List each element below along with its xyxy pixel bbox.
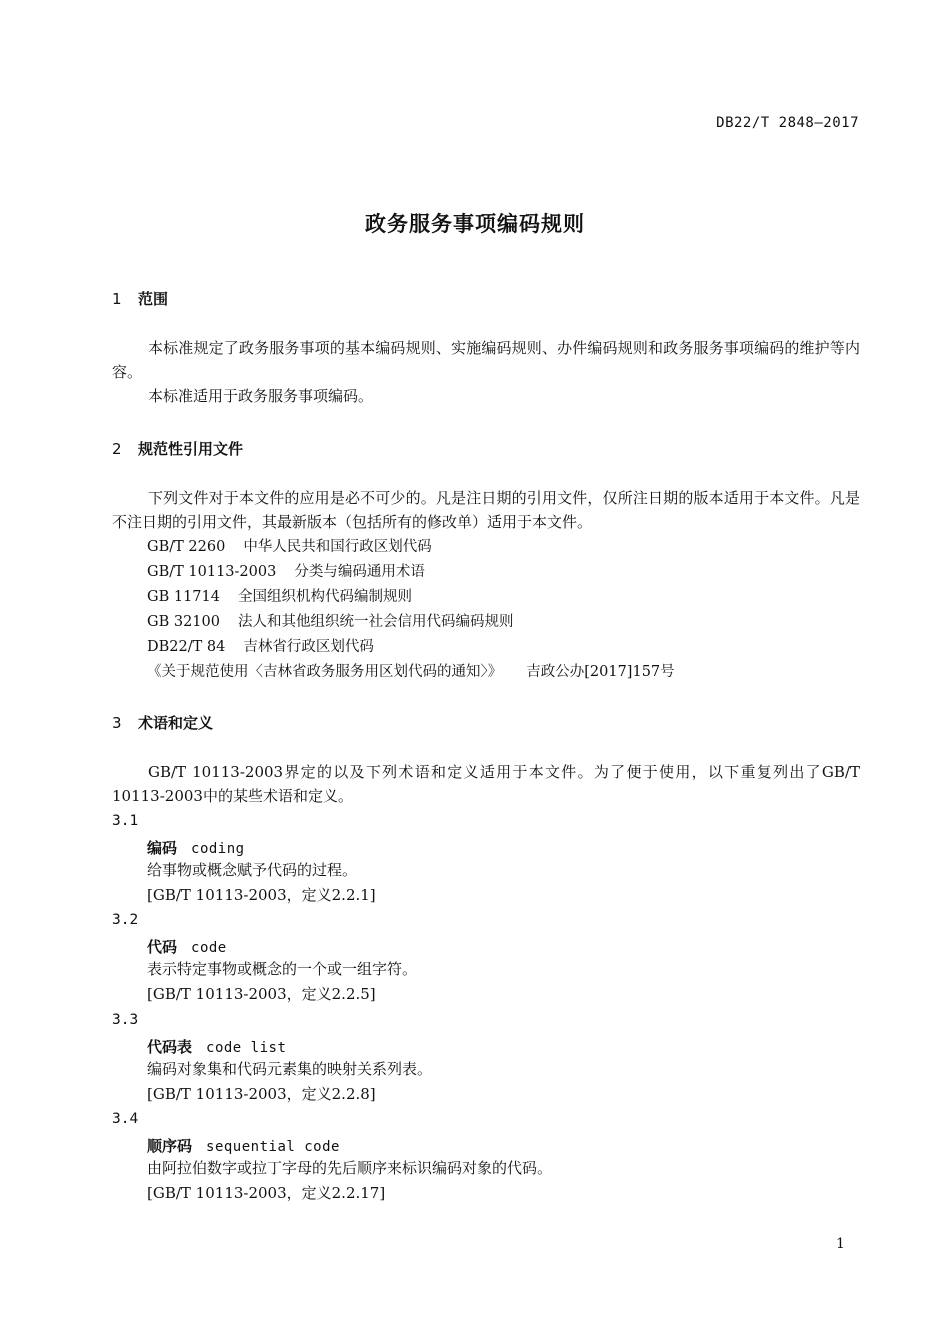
term-definition: 给事物或概念赋予代码的过程。 xyxy=(147,861,358,879)
reference-name: 吉政公办[2017]157号 xyxy=(526,664,675,680)
section-title: 术语和定义 xyxy=(138,714,214,732)
section-2-heading xyxy=(112,438,243,459)
reference-name: 法人和其他组织统一社会信用代码编码规则 xyxy=(237,614,514,630)
section-3-paragraph-1: GB/T 10113-2003界定的以及下列术语和定义适用于本文件。为了便于使用，以下重复列出了GB/T 10113-2003中的某些术语和定义。 xyxy=(112,763,860,805)
reference-item xyxy=(147,610,513,634)
term-chinese: 编码 xyxy=(147,839,178,857)
reference-name: 吉林省行政区划代码 xyxy=(243,639,374,655)
reference-item xyxy=(147,535,432,559)
term-number: 3.2 xyxy=(112,912,139,928)
reference-item xyxy=(147,560,425,584)
reference-code: GB 32100 xyxy=(147,614,220,630)
reference-name: 分类与编码通用术语 xyxy=(294,564,425,580)
section-number: 1 xyxy=(112,290,122,308)
term-heading xyxy=(147,1135,340,1156)
reference-item xyxy=(147,635,374,659)
term-source: [GB/T 10113-2003，定义2.2.1] xyxy=(147,886,376,904)
section-1-paragraph-1: 本标准规定了政务服务事项的基本编码规则、实施编码规则、办件编码规则和政务服务事项编码的维护等内容。 xyxy=(112,339,860,381)
term-definition: 由阿拉伯数字或拉丁字母的先后顺序来标识编码对象的代码。 xyxy=(147,1159,553,1177)
document-title: 政务服务事项编码规则 xyxy=(365,212,585,236)
section-2-paragraph-1: 下列文件对于本文件的应用是必不可少的。凡是注日期的引用文件，仅所注日期的版本适用于本文件。凡是不注日期的引用文件，其最新版本（包括所有的修改单）适用于本文件。 xyxy=(112,489,860,531)
term-heading xyxy=(147,936,227,957)
reference-name: 全国组织机构代码编制规则 xyxy=(237,589,412,605)
term-number: 3.3 xyxy=(112,1012,139,1028)
term-source: [GB/T 10113-2003，定义2.2.17] xyxy=(147,1184,386,1202)
section-3-heading xyxy=(112,712,213,733)
reference-item xyxy=(147,660,675,684)
section-number: 2 xyxy=(112,440,122,458)
page-number: 1 xyxy=(836,1236,845,1252)
section-title: 规范性引用文件 xyxy=(138,440,244,458)
term-english: code xyxy=(191,940,227,956)
reference-code: GB/T 10113-2003 xyxy=(147,564,277,580)
reference-code: DB22/T 84 xyxy=(147,639,226,655)
reference-name: 中华人民共和国行政区划代码 xyxy=(243,539,432,555)
term-english: code list xyxy=(206,1040,287,1056)
term-definition: 编码对象集和代码元素集的映射关系列表。 xyxy=(147,1060,433,1078)
term-chinese: 代码表 xyxy=(147,1038,193,1056)
section-1-paragraph-2: 本标准适用于政务服务事项编码。 xyxy=(148,387,374,405)
term-chinese: 顺序码 xyxy=(147,1137,193,1155)
reference-code: GB/T 2260 xyxy=(147,539,226,555)
term-source: [GB/T 10113-2003，定义2.2.8] xyxy=(147,1085,376,1103)
term-heading xyxy=(147,837,245,858)
term-heading xyxy=(147,1036,286,1057)
section-1-heading xyxy=(112,288,168,309)
reference-code: 《关于规范使用〈吉林省政务服务用区划代码的通知〉》 xyxy=(147,664,503,680)
reference-item xyxy=(147,585,412,609)
section-title: 范围 xyxy=(138,290,169,308)
term-number: 3.4 xyxy=(112,1111,139,1127)
standard-code: DB22/T 2848—2017 xyxy=(716,115,859,131)
term-source: [GB/T 10113-2003，定义2.2.5] xyxy=(147,985,376,1003)
term-english: sequential code xyxy=(206,1139,340,1155)
term-definition: 表示特定事物或概念的一个或一组字符。 xyxy=(147,960,418,978)
reference-code: GB 11714 xyxy=(147,589,220,605)
term-chinese: 代码 xyxy=(147,938,178,956)
section-number: 3 xyxy=(112,714,122,732)
term-english: coding xyxy=(191,841,245,857)
term-number: 3.1 xyxy=(112,813,139,829)
